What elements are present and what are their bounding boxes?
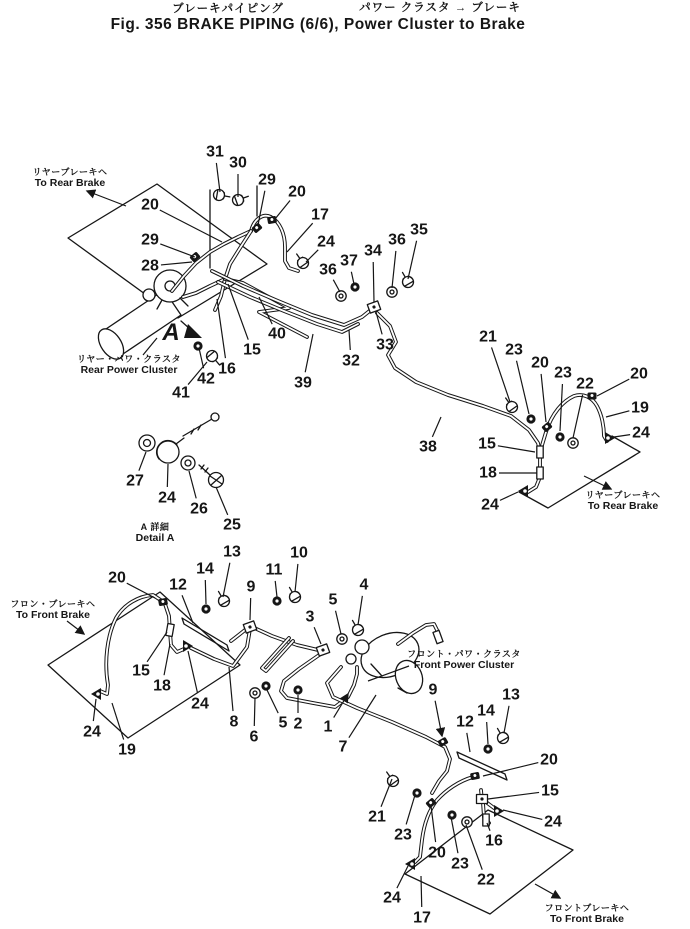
callout-24: 24 bbox=[481, 496, 499, 514]
banjo-fitting bbox=[91, 688, 101, 700]
direction-labels bbox=[10, 166, 660, 925]
nutd-fitting bbox=[412, 788, 421, 797]
leader-line-9 bbox=[250, 598, 251, 620]
bolt-head bbox=[504, 399, 519, 414]
leader-line-36 bbox=[333, 280, 340, 292]
callout-28: 28 bbox=[141, 257, 159, 275]
banjo-eye bbox=[606, 436, 610, 440]
callout-15: 15 bbox=[541, 782, 559, 800]
tee-port bbox=[480, 797, 483, 800]
sleeve-body bbox=[483, 814, 489, 826]
washer-hole bbox=[390, 290, 394, 294]
callout-11: 11 bbox=[265, 561, 283, 579]
callout-20: 20 bbox=[108, 569, 126, 587]
callout-42: 42 bbox=[197, 370, 215, 388]
figure-title bbox=[111, 1, 526, 33]
sleeve-fitting bbox=[433, 630, 443, 643]
sleeve-body bbox=[166, 624, 174, 637]
leader-line-20 bbox=[275, 201, 290, 219]
nutd-fitting bbox=[555, 432, 564, 441]
leader-line-20 bbox=[483, 763, 538, 776]
leader-line-5 bbox=[267, 690, 278, 713]
label-english: Front Power Cluster bbox=[413, 659, 515, 671]
nut-hole bbox=[486, 747, 489, 750]
bolt-head bbox=[385, 773, 400, 788]
bolt-fitting bbox=[493, 726, 511, 746]
nut-hole bbox=[450, 813, 453, 816]
detail-a-label bbox=[136, 521, 175, 544]
callout-21: 21 bbox=[479, 328, 497, 346]
leader-line-34 bbox=[373, 262, 374, 302]
banjo-eye bbox=[184, 644, 188, 648]
direction-arrow bbox=[87, 191, 126, 206]
callout-19: 19 bbox=[118, 741, 136, 759]
leader-line-20 bbox=[597, 379, 629, 396]
banjo-eye bbox=[495, 809, 499, 813]
nutd-fitting bbox=[261, 681, 270, 690]
leader-line-24 bbox=[614, 435, 630, 437]
callout-36: 36 bbox=[319, 261, 337, 279]
bolt-fitting bbox=[214, 589, 232, 609]
callout-30: 30 bbox=[229, 154, 247, 172]
sleeve-fitting bbox=[166, 624, 174, 637]
callout-24: 24 bbox=[544, 813, 562, 831]
pipe-core bbox=[377, 313, 540, 452]
leader-line-11 bbox=[275, 581, 277, 597]
bolt-head bbox=[295, 255, 310, 270]
callout-40: 40 bbox=[268, 325, 286, 343]
callout-5: 5 bbox=[278, 714, 288, 732]
sleeve-fitting bbox=[537, 446, 543, 458]
label-japanese: フロントブレーキヘ bbox=[544, 903, 630, 913]
callout-17: 17 bbox=[311, 206, 329, 224]
callout-24: 24 bbox=[158, 489, 176, 507]
leader-line-38 bbox=[432, 417, 441, 437]
nut-hole bbox=[204, 607, 207, 610]
washer-hole bbox=[339, 294, 343, 298]
label-english: To Front Brake bbox=[550, 913, 624, 925]
sleeve-body bbox=[433, 630, 443, 643]
bolt-fitting bbox=[231, 191, 250, 207]
leader-line-22 bbox=[573, 395, 583, 438]
nutr-fitting bbox=[250, 688, 260, 698]
leader-line-14 bbox=[487, 722, 488, 744]
leader-line-26 bbox=[189, 471, 196, 498]
leader-line-16 bbox=[217, 299, 225, 358]
leader-line-15 bbox=[147, 632, 167, 662]
leader-line-36 bbox=[392, 251, 396, 288]
label-japanese: フロン・ブレーキヘ bbox=[10, 599, 96, 609]
label-japanese: フロント・パワ・クラスタ bbox=[407, 649, 521, 659]
leader-line-15 bbox=[488, 792, 539, 799]
leader-line-42 bbox=[199, 348, 204, 368]
direction-arrow bbox=[67, 621, 84, 634]
callout-33: 33 bbox=[376, 336, 394, 354]
title-english: Fig. 356 BRAKE PIPING (6/6), Power Cluster to Brake bbox=[110, 16, 526, 33]
detail-a-parts bbox=[139, 413, 224, 488]
callout-1: 1 bbox=[323, 718, 333, 736]
callout-7: 7 bbox=[338, 738, 348, 756]
callout-19: 19 bbox=[631, 399, 649, 417]
banjo-eye bbox=[410, 862, 414, 866]
callout-14: 14 bbox=[196, 560, 214, 578]
callout-20: 20 bbox=[141, 196, 159, 214]
leader-line-6 bbox=[254, 698, 255, 726]
callout-12: 12 bbox=[169, 576, 187, 594]
callout-20: 20 bbox=[540, 751, 558, 769]
leader-line-24 bbox=[306, 250, 318, 262]
callout-25: 25 bbox=[223, 516, 241, 534]
washer-hole bbox=[253, 691, 257, 695]
callout-20: 20 bbox=[428, 844, 446, 862]
callout-21: 21 bbox=[368, 808, 386, 826]
callout-10: 10 bbox=[290, 544, 308, 562]
tee-fitting bbox=[316, 644, 329, 656]
bolt-fitting bbox=[398, 270, 416, 290]
callout-29: 29 bbox=[258, 171, 276, 189]
callout-24: 24 bbox=[191, 695, 209, 713]
view-marker-letter: A bbox=[162, 319, 180, 346]
nutr-fitting bbox=[568, 438, 578, 448]
label-to-front-brake-left bbox=[10, 598, 95, 634]
callout-6: 6 bbox=[249, 728, 259, 746]
callout-18: 18 bbox=[479, 464, 497, 482]
callout-4: 4 bbox=[359, 576, 369, 594]
leader-line-35 bbox=[408, 241, 417, 279]
leader-line-10 bbox=[295, 564, 298, 592]
leader-line-15 bbox=[498, 446, 535, 452]
label-leader bbox=[143, 338, 157, 355]
nut-hole bbox=[353, 285, 356, 288]
nut-hole bbox=[558, 435, 561, 438]
detail-label-japanese: A 詳細 bbox=[140, 522, 170, 532]
nutr-fitting bbox=[337, 634, 347, 644]
banjo-eye bbox=[523, 489, 527, 493]
callout-35: 35 bbox=[410, 221, 428, 239]
leader-line-23 bbox=[451, 817, 458, 853]
leader-line-4 bbox=[358, 596, 362, 625]
leader-line-24 bbox=[188, 651, 198, 693]
washer-hole bbox=[340, 637, 344, 641]
clamp-fitting bbox=[470, 772, 480, 780]
callout-22: 22 bbox=[477, 871, 495, 889]
sleeve-fitting bbox=[537, 467, 543, 479]
callout-20: 20 bbox=[288, 183, 306, 201]
callout-24: 24 bbox=[383, 889, 401, 907]
rear-power-cluster-drawing bbox=[93, 270, 188, 364]
callout-15: 15 bbox=[132, 662, 150, 680]
nutr-fitting bbox=[336, 291, 346, 301]
nutd-fitting bbox=[350, 282, 359, 291]
tee-fitting bbox=[367, 301, 380, 313]
detail-label-english: Detail A bbox=[135, 532, 175, 544]
callout-14: 14 bbox=[477, 702, 495, 720]
callout-32: 32 bbox=[342, 352, 360, 370]
callout-9: 9 bbox=[428, 681, 438, 699]
sleeve-fitting bbox=[483, 814, 489, 826]
callout-24: 24 bbox=[83, 723, 101, 741]
leader-line-24 bbox=[167, 464, 168, 487]
sleeve-body bbox=[537, 467, 543, 479]
pipe-outline bbox=[250, 626, 318, 650]
leader-line-19 bbox=[112, 703, 124, 740]
direction-arrow bbox=[535, 884, 560, 898]
callout-9: 9 bbox=[246, 578, 256, 596]
leader-line-13 bbox=[223, 563, 230, 597]
nutd-fitting bbox=[483, 744, 492, 753]
leader-line-20 bbox=[431, 806, 436, 842]
label-to-rear-brake-lower bbox=[584, 476, 661, 512]
banjo-fitting bbox=[518, 485, 528, 497]
leader-line-24 bbox=[500, 492, 518, 500]
nut-hole bbox=[296, 688, 299, 691]
nutd-fitting bbox=[293, 685, 302, 694]
leader-line-7 bbox=[349, 695, 376, 738]
callout-27: 27 bbox=[126, 472, 144, 490]
leader-line-24 bbox=[93, 699, 96, 721]
callout-15: 15 bbox=[478, 435, 496, 453]
callout-2: 2 bbox=[293, 715, 303, 733]
callout-22: 22 bbox=[576, 375, 594, 393]
leader-line-19 bbox=[606, 411, 629, 417]
leader-line-17 bbox=[421, 876, 422, 907]
callout-23: 23 bbox=[505, 341, 523, 359]
leader-line-3 bbox=[314, 627, 321, 644]
callout-38: 38 bbox=[419, 438, 437, 456]
leader-line-12 bbox=[467, 733, 470, 752]
bolt-fitting bbox=[348, 618, 366, 638]
pipe-core bbox=[212, 271, 372, 325]
callout-5: 5 bbox=[328, 591, 338, 609]
callout-12: 12 bbox=[456, 713, 474, 731]
title-japanese-right: パワー クラスタ → ブレーキ bbox=[359, 2, 521, 14]
label-english: To Front Brake bbox=[16, 609, 90, 621]
pipe-outline bbox=[377, 313, 540, 452]
tee-fitting bbox=[477, 795, 488, 804]
leader-line-37 bbox=[351, 272, 354, 284]
callout-16: 16 bbox=[218, 360, 236, 378]
nutd-fitting bbox=[447, 810, 456, 819]
callout-3: 3 bbox=[305, 608, 315, 626]
nutd-fitting bbox=[193, 341, 202, 350]
nut-hole bbox=[275, 599, 278, 602]
leader-line-14 bbox=[205, 580, 206, 604]
leader-line-29 bbox=[258, 191, 265, 225]
nutr-fitting bbox=[387, 287, 397, 297]
leader-line-9 bbox=[435, 701, 442, 736]
callout-16: 16 bbox=[485, 832, 503, 850]
nutd-fitting bbox=[526, 414, 535, 423]
label-japanese: リヤーブレーキヘ bbox=[32, 167, 108, 177]
nutr-fitting bbox=[462, 817, 472, 827]
callout-18: 18 bbox=[153, 677, 171, 695]
washer-hole bbox=[571, 441, 575, 445]
leader-line-23 bbox=[406, 795, 415, 824]
nutd-fitting bbox=[272, 596, 281, 605]
clamp-bolt bbox=[591, 394, 594, 397]
leader-line-25 bbox=[216, 487, 228, 515]
leader-line-13 bbox=[504, 706, 509, 733]
leader-line-29 bbox=[160, 244, 195, 257]
callout-23: 23 bbox=[451, 855, 469, 873]
callout-24: 24 bbox=[317, 233, 335, 251]
callout-20: 20 bbox=[531, 354, 549, 372]
sleeve-body bbox=[537, 446, 543, 458]
callout-13: 13 bbox=[502, 686, 520, 704]
label-to-rear-brake-upper bbox=[32, 166, 126, 206]
clamp-fitting bbox=[588, 393, 597, 400]
callout-23: 23 bbox=[394, 826, 412, 844]
label-english: To Rear Brake bbox=[34, 177, 106, 189]
callout-31: 31 bbox=[206, 143, 224, 161]
bolt-fitting bbox=[285, 585, 303, 605]
callout-26: 26 bbox=[190, 500, 208, 518]
leader-line-39 bbox=[305, 334, 313, 372]
nutd-fitting bbox=[201, 604, 210, 613]
leader-line-17 bbox=[287, 223, 313, 252]
leader-line-5 bbox=[336, 611, 341, 634]
callout-37: 37 bbox=[340, 252, 358, 270]
callout-17: 17 bbox=[413, 909, 431, 927]
callout-41: 41 bbox=[172, 384, 190, 402]
nut-hole bbox=[196, 344, 199, 347]
leader-line-21 bbox=[381, 779, 392, 807]
tee-fitting bbox=[243, 621, 256, 633]
label-japanese: リヤー・パワ・クラスタ bbox=[76, 354, 182, 364]
leader-line-20 bbox=[160, 210, 222, 242]
banjo-eye bbox=[96, 692, 100, 696]
title-japanese-left: ブレーキパイピング bbox=[172, 3, 284, 15]
leader-line-18 bbox=[164, 644, 170, 675]
bolt-fitting bbox=[382, 769, 400, 789]
nut-hole bbox=[415, 791, 418, 794]
callout-34: 34 bbox=[364, 242, 382, 260]
label-english: Rear Power Cluster bbox=[80, 364, 178, 376]
callout-23: 23 bbox=[554, 364, 572, 382]
label-japanese: リヤーブレーキヘ bbox=[585, 490, 661, 500]
leader-line-24 bbox=[397, 866, 408, 888]
label-english: To Rear Brake bbox=[587, 500, 659, 512]
callout-8: 8 bbox=[229, 713, 239, 731]
nut-hole bbox=[529, 417, 532, 420]
banjo-fitting bbox=[605, 432, 615, 444]
callout-36: 36 bbox=[388, 231, 406, 249]
leader-line-24 bbox=[503, 810, 542, 819]
label-to-front-brake-lower bbox=[535, 884, 629, 925]
leader-line-20 bbox=[541, 374, 546, 422]
leader-line-28 bbox=[161, 262, 192, 265]
leader-line-8 bbox=[229, 667, 233, 711]
callout-20: 20 bbox=[630, 365, 648, 383]
leader-line-31 bbox=[216, 163, 220, 192]
nut-hole bbox=[264, 684, 267, 687]
washer-hole bbox=[465, 820, 469, 824]
callout-39: 39 bbox=[294, 374, 312, 392]
leader-line-23 bbox=[517, 361, 529, 414]
callout-24: 24 bbox=[632, 424, 650, 442]
bolt-fitting bbox=[213, 189, 231, 203]
callout-13: 13 bbox=[223, 543, 241, 561]
callout-15: 15 bbox=[243, 341, 261, 359]
leader-line-27 bbox=[139, 452, 146, 471]
callout-29: 29 bbox=[141, 231, 159, 249]
leader-line-32 bbox=[349, 330, 350, 350]
pipe-outline bbox=[212, 271, 372, 325]
